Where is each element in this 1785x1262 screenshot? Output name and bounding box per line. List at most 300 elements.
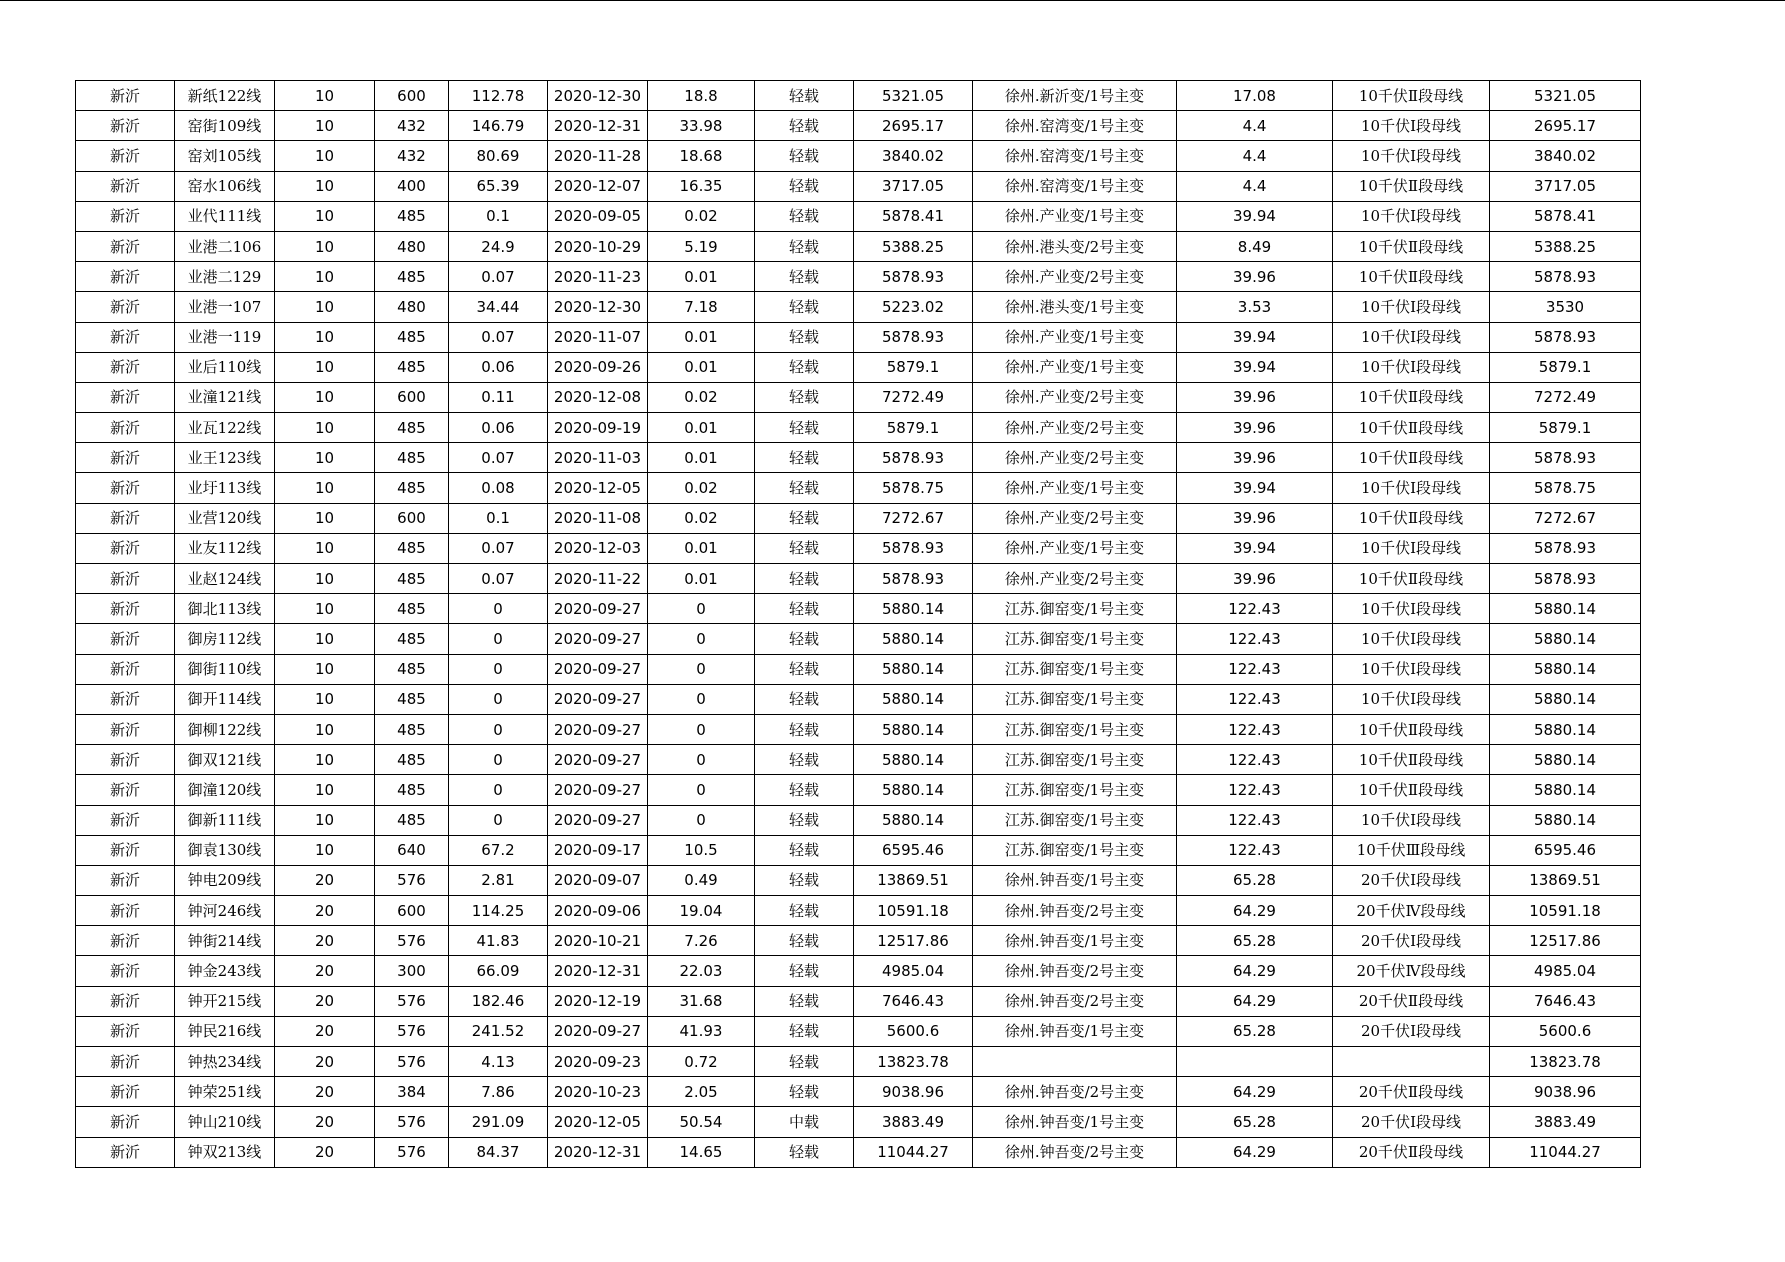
table-row xyxy=(76,413,1641,443)
load-status-cell: 轻载 xyxy=(755,231,854,261)
county-cell: 新沂 xyxy=(76,1137,175,1167)
transformer-cell: 江苏.御窑变/1号主变 xyxy=(973,775,1177,805)
max-load-cell: 0 xyxy=(449,654,548,684)
line-name-cell: 御潼120线 xyxy=(175,775,275,805)
load-status-cell: 轻载 xyxy=(755,111,854,141)
max-load-cell: 0 xyxy=(449,714,548,744)
line-name-cell: 钟金243线 xyxy=(175,956,275,986)
table-row xyxy=(76,1137,1641,1167)
load-rate-cell: 0.02 xyxy=(648,382,755,412)
voltage-cell: 10 xyxy=(275,413,375,443)
county-cell: 新沂 xyxy=(76,684,175,714)
load-rate-cell: 10.5 xyxy=(648,835,755,865)
capacity-cell: 485 xyxy=(375,654,449,684)
max-load-cell: 4.13 xyxy=(449,1047,548,1077)
voltage-cell: 10 xyxy=(275,835,375,865)
available-capacity-cell: 5880.14 xyxy=(854,745,973,775)
transformer-load-rate-cell: 64.29 xyxy=(1177,986,1333,1016)
available-capacity-cell: 5879.1 xyxy=(854,352,973,382)
capacity-cell: 485 xyxy=(375,684,449,714)
transformer-cell: 徐州.港头变/2号主变 xyxy=(973,231,1177,261)
capacity-cell: 485 xyxy=(375,533,449,563)
capacity-cell: 485 xyxy=(375,413,449,443)
available-capacity-cell: 5388.25 xyxy=(854,231,973,261)
transformer-load-rate-cell: 39.94 xyxy=(1177,352,1333,382)
max-load-cell: 146.79 xyxy=(449,111,548,141)
line-name-cell: 业王123线 xyxy=(175,443,275,473)
max-load-cell: 241.52 xyxy=(449,1016,548,1046)
load-status-cell: 轻载 xyxy=(755,443,854,473)
date-cell: 2020-09-26 xyxy=(548,352,648,382)
transformer-cell: 徐州.钟吾变/2号主变 xyxy=(973,896,1177,926)
date-cell: 2020-12-08 xyxy=(548,382,648,412)
open-capacity-cell: 5879.1 xyxy=(1490,352,1641,382)
load-status-cell: 轻载 xyxy=(755,926,854,956)
load-rate-cell: 31.68 xyxy=(648,986,755,1016)
voltage-cell: 20 xyxy=(275,1016,375,1046)
open-capacity-cell: 5321.05 xyxy=(1490,81,1641,111)
open-capacity-cell: 3840.02 xyxy=(1490,141,1641,171)
county-cell: 新沂 xyxy=(76,473,175,503)
open-capacity-cell: 5880.14 xyxy=(1490,775,1641,805)
available-capacity-cell: 2695.17 xyxy=(854,111,973,141)
transformer-cell: 徐州.新沂变/1号主变 xyxy=(973,81,1177,111)
busbar-cell: 10千伏Ⅰ段母线 xyxy=(1333,805,1490,835)
available-capacity-cell: 5880.14 xyxy=(854,775,973,805)
table-row xyxy=(76,1016,1641,1046)
max-load-cell: 0.07 xyxy=(449,564,548,594)
transformer-cell: 徐州.窑湾变/1号主变 xyxy=(973,111,1177,141)
line-name-cell: 钟荣251线 xyxy=(175,1077,275,1107)
date-cell: 2020-09-06 xyxy=(548,896,648,926)
transformer-cell: 徐州.钟吾变/1号主变 xyxy=(973,926,1177,956)
busbar-cell: 20千伏Ⅰ段母线 xyxy=(1333,1016,1490,1046)
county-cell: 新沂 xyxy=(76,594,175,624)
load-status-cell: 轻载 xyxy=(755,805,854,835)
capacity-cell: 576 xyxy=(375,986,449,1016)
line-name-cell: 钟开215线 xyxy=(175,986,275,1016)
available-capacity-cell: 5878.93 xyxy=(854,533,973,563)
transformer-load-rate-cell: 65.28 xyxy=(1177,1016,1333,1046)
open-capacity-cell: 7272.67 xyxy=(1490,503,1641,533)
transformer-load-rate-cell: 39.96 xyxy=(1177,443,1333,473)
busbar-cell: 10千伏Ⅲ段母线 xyxy=(1333,835,1490,865)
busbar-cell: 10千伏Ⅰ段母线 xyxy=(1333,654,1490,684)
open-capacity-cell: 7646.43 xyxy=(1490,986,1641,1016)
load-rate-cell: 0 xyxy=(648,805,755,835)
capacity-cell: 485 xyxy=(375,805,449,835)
load-status-cell: 轻载 xyxy=(755,322,854,352)
line-name-cell: 御新111线 xyxy=(175,805,275,835)
date-cell: 2020-12-31 xyxy=(548,956,648,986)
transformer-load-rate-cell: 65.28 xyxy=(1177,1107,1333,1137)
open-capacity-cell: 5878.75 xyxy=(1490,473,1641,503)
table-row xyxy=(76,352,1641,382)
busbar-cell: 10千伏Ⅱ段母线 xyxy=(1333,775,1490,805)
transformer-load-rate-cell: 39.94 xyxy=(1177,201,1333,231)
date-cell: 2020-11-22 xyxy=(548,564,648,594)
load-rate-cell: 7.26 xyxy=(648,926,755,956)
transformer-load-rate-cell: 122.43 xyxy=(1177,835,1333,865)
capacity-cell: 600 xyxy=(375,896,449,926)
capacity-cell: 485 xyxy=(375,262,449,292)
table-row xyxy=(76,382,1641,412)
voltage-cell: 10 xyxy=(275,684,375,714)
busbar-cell: 10千伏Ⅰ段母线 xyxy=(1333,352,1490,382)
table-row xyxy=(76,624,1641,654)
transformer-cell: 徐州.钟吾变/2号主变 xyxy=(973,986,1177,1016)
transformer-cell: 徐州.产业变/1号主变 xyxy=(973,201,1177,231)
county-cell: 新沂 xyxy=(76,986,175,1016)
load-rate-cell: 18.8 xyxy=(648,81,755,111)
county-cell: 新沂 xyxy=(76,533,175,563)
transformer-cell xyxy=(973,1047,1177,1077)
date-cell: 2020-09-23 xyxy=(548,1047,648,1077)
transformer-cell: 徐州.产业变/2号主变 xyxy=(973,564,1177,594)
busbar-cell: 10千伏Ⅱ段母线 xyxy=(1333,382,1490,412)
available-capacity-cell: 9038.96 xyxy=(854,1077,973,1107)
capacity-cell: 480 xyxy=(375,292,449,322)
transformer-load-rate-cell: 39.94 xyxy=(1177,533,1333,563)
table-row xyxy=(76,262,1641,292)
load-rate-cell: 0.02 xyxy=(648,201,755,231)
busbar-cell: 10千伏Ⅰ段母线 xyxy=(1333,111,1490,141)
table-row xyxy=(76,231,1641,261)
capacity-cell: 485 xyxy=(375,624,449,654)
load-rate-cell: 41.93 xyxy=(648,1016,755,1046)
date-cell: 2020-09-17 xyxy=(548,835,648,865)
open-capacity-cell: 5880.14 xyxy=(1490,624,1641,654)
available-capacity-cell: 5878.93 xyxy=(854,262,973,292)
capacity-cell: 485 xyxy=(375,352,449,382)
available-capacity-cell: 5878.93 xyxy=(854,443,973,473)
max-load-cell: 7.86 xyxy=(449,1077,548,1107)
table-row xyxy=(76,201,1641,231)
max-load-cell: 0 xyxy=(449,684,548,714)
busbar-cell: 10千伏Ⅰ段母线 xyxy=(1333,684,1490,714)
table-row xyxy=(76,141,1641,171)
line-name-cell: 御双121线 xyxy=(175,745,275,775)
county-cell: 新沂 xyxy=(76,262,175,292)
capacity-cell: 485 xyxy=(375,745,449,775)
transformer-cell: 徐州.产业变/1号主变 xyxy=(973,473,1177,503)
load-status-cell: 轻载 xyxy=(755,503,854,533)
max-load-cell: 66.09 xyxy=(449,956,548,986)
available-capacity-cell: 5879.1 xyxy=(854,413,973,443)
transformer-load-rate-cell: 122.43 xyxy=(1177,745,1333,775)
voltage-cell: 20 xyxy=(275,956,375,986)
busbar-cell: 10千伏Ⅰ段母线 xyxy=(1333,473,1490,503)
line-name-cell: 钟热234线 xyxy=(175,1047,275,1077)
date-cell: 2020-09-27 xyxy=(548,745,648,775)
voltage-cell: 10 xyxy=(275,262,375,292)
available-capacity-cell: 5600.6 xyxy=(854,1016,973,1046)
max-load-cell: 0 xyxy=(449,805,548,835)
load-status-cell: 轻载 xyxy=(755,81,854,111)
voltage-cell: 10 xyxy=(275,201,375,231)
available-capacity-cell: 5878.93 xyxy=(854,322,973,352)
line-name-cell: 钟民216线 xyxy=(175,1016,275,1046)
county-cell: 新沂 xyxy=(76,956,175,986)
load-status-cell: 轻载 xyxy=(755,262,854,292)
available-capacity-cell: 5878.93 xyxy=(854,564,973,594)
available-capacity-cell: 13823.78 xyxy=(854,1047,973,1077)
date-cell: 2020-09-07 xyxy=(548,865,648,895)
busbar-cell: 10千伏Ⅱ段母线 xyxy=(1333,81,1490,111)
voltage-cell: 10 xyxy=(275,714,375,744)
table-row xyxy=(76,292,1641,322)
capacity-cell: 485 xyxy=(375,775,449,805)
capacity-cell: 384 xyxy=(375,1077,449,1107)
open-capacity-cell: 5880.14 xyxy=(1490,745,1641,775)
load-status-cell: 轻载 xyxy=(755,1077,854,1107)
load-rate-cell: 0 xyxy=(648,745,755,775)
max-load-cell: 0.07 xyxy=(449,262,548,292)
county-cell: 新沂 xyxy=(76,745,175,775)
transformer-load-rate-cell: 122.43 xyxy=(1177,624,1333,654)
transformer-load-rate-cell: 122.43 xyxy=(1177,805,1333,835)
available-capacity-cell: 12517.86 xyxy=(854,926,973,956)
county-cell: 新沂 xyxy=(76,564,175,594)
load-rate-cell: 22.03 xyxy=(648,956,755,986)
busbar-cell: 10千伏Ⅰ段母线 xyxy=(1333,292,1490,322)
capacity-cell: 485 xyxy=(375,594,449,624)
max-load-cell: 24.9 xyxy=(449,231,548,261)
open-capacity-cell: 5878.93 xyxy=(1490,533,1641,563)
table-row xyxy=(76,654,1641,684)
county-cell: 新沂 xyxy=(76,1016,175,1046)
county-cell: 新沂 xyxy=(76,81,175,111)
transformer-load-rate-cell: 4.4 xyxy=(1177,111,1333,141)
line-name-cell: 窑街109线 xyxy=(175,111,275,141)
available-capacity-cell: 5880.14 xyxy=(854,714,973,744)
date-cell: 2020-11-28 xyxy=(548,141,648,171)
load-status-cell: 轻载 xyxy=(755,352,854,382)
county-cell: 新沂 xyxy=(76,413,175,443)
county-cell: 新沂 xyxy=(76,624,175,654)
open-capacity-cell: 10591.18 xyxy=(1490,896,1641,926)
line-name-cell: 业港二106 xyxy=(175,231,275,261)
table-row xyxy=(76,1047,1641,1077)
load-rate-cell: 0.01 xyxy=(648,533,755,563)
busbar-cell: 10千伏Ⅱ段母线 xyxy=(1333,564,1490,594)
available-capacity-cell: 11044.27 xyxy=(854,1137,973,1167)
transformer-load-rate-cell: 39.96 xyxy=(1177,262,1333,292)
table-row xyxy=(76,473,1641,503)
max-load-cell: 114.25 xyxy=(449,896,548,926)
max-load-cell: 34.44 xyxy=(449,292,548,322)
line-name-cell: 御北113线 xyxy=(175,594,275,624)
county-cell: 新沂 xyxy=(76,382,175,412)
table-row xyxy=(76,745,1641,775)
load-rate-cell: 0 xyxy=(648,714,755,744)
date-cell: 2020-12-05 xyxy=(548,1107,648,1137)
county-cell: 新沂 xyxy=(76,201,175,231)
open-capacity-cell: 12517.86 xyxy=(1490,926,1641,956)
load-status-cell: 轻载 xyxy=(755,413,854,443)
load-status-cell: 轻载 xyxy=(755,1016,854,1046)
busbar-cell xyxy=(1333,1047,1490,1077)
voltage-cell: 20 xyxy=(275,926,375,956)
load-status-cell: 轻载 xyxy=(755,956,854,986)
available-capacity-cell: 5880.14 xyxy=(854,594,973,624)
open-capacity-cell: 9038.96 xyxy=(1490,1077,1641,1107)
capacity-cell: 485 xyxy=(375,714,449,744)
capacity-cell: 485 xyxy=(375,322,449,352)
load-status-cell: 轻载 xyxy=(755,1137,854,1167)
open-capacity-cell: 5878.93 xyxy=(1490,443,1641,473)
line-name-cell: 钟街214线 xyxy=(175,926,275,956)
line-name-cell: 业友112线 xyxy=(175,533,275,563)
voltage-cell: 10 xyxy=(275,745,375,775)
voltage-cell: 10 xyxy=(275,81,375,111)
load-rate-cell: 18.68 xyxy=(648,141,755,171)
open-capacity-cell: 4985.04 xyxy=(1490,956,1641,986)
max-load-cell: 0.07 xyxy=(449,533,548,563)
capacity-cell: 576 xyxy=(375,926,449,956)
voltage-cell: 20 xyxy=(275,1137,375,1167)
voltage-cell: 10 xyxy=(275,654,375,684)
date-cell: 2020-09-27 xyxy=(548,805,648,835)
transformer-cell: 徐州.窑湾变/1号主变 xyxy=(973,171,1177,201)
transformer-cell: 徐州.产业变/2号主变 xyxy=(973,443,1177,473)
busbar-cell: 20千伏Ⅱ段母线 xyxy=(1333,1137,1490,1167)
busbar-cell: 10千伏Ⅱ段母线 xyxy=(1333,745,1490,775)
voltage-cell: 10 xyxy=(275,141,375,171)
date-cell: 2020-11-08 xyxy=(548,503,648,533)
load-rate-cell: 0.01 xyxy=(648,322,755,352)
max-load-cell: 0 xyxy=(449,775,548,805)
date-cell: 2020-09-27 xyxy=(548,654,648,684)
max-load-cell: 291.09 xyxy=(449,1107,548,1137)
capacity-cell: 576 xyxy=(375,1047,449,1077)
transformer-cell: 徐州.钟吾变/2号主变 xyxy=(973,1137,1177,1167)
open-capacity-cell: 5878.93 xyxy=(1490,322,1641,352)
load-rate-cell: 0 xyxy=(648,624,755,654)
load-status-cell: 轻载 xyxy=(755,896,854,926)
voltage-cell: 20 xyxy=(275,1047,375,1077)
transformer-cell: 江苏.御窑变/1号主变 xyxy=(973,594,1177,624)
date-cell: 2020-12-05 xyxy=(548,473,648,503)
county-cell: 新沂 xyxy=(76,865,175,895)
transformer-cell: 徐州.钟吾变/1号主变 xyxy=(973,865,1177,895)
transformer-load-rate-cell: 39.96 xyxy=(1177,503,1333,533)
transformer-cell: 江苏.御窑变/1号主变 xyxy=(973,835,1177,865)
transformer-cell: 徐州.产业变/1号主变 xyxy=(973,533,1177,563)
capacity-cell: 300 xyxy=(375,956,449,986)
line-name-cell: 御开114线 xyxy=(175,684,275,714)
voltage-cell: 20 xyxy=(275,865,375,895)
available-capacity-cell: 6595.46 xyxy=(854,835,973,865)
transformer-cell: 徐州.产业变/1号主变 xyxy=(973,322,1177,352)
county-cell: 新沂 xyxy=(76,1077,175,1107)
load-status-cell: 轻载 xyxy=(755,835,854,865)
capacity-cell: 485 xyxy=(375,201,449,231)
load-rate-cell: 0.02 xyxy=(648,503,755,533)
table-row xyxy=(76,594,1641,624)
table-row xyxy=(76,564,1641,594)
max-load-cell: 41.83 xyxy=(449,926,548,956)
transformer-load-rate-cell: 39.94 xyxy=(1177,473,1333,503)
county-cell: 新沂 xyxy=(76,111,175,141)
max-load-cell: 80.69 xyxy=(449,141,548,171)
date-cell: 2020-12-19 xyxy=(548,986,648,1016)
capacity-cell: 485 xyxy=(375,564,449,594)
voltage-cell: 10 xyxy=(275,624,375,654)
date-cell: 2020-09-27 xyxy=(548,775,648,805)
line-name-cell: 业潼121线 xyxy=(175,382,275,412)
line-name-cell: 钟山210线 xyxy=(175,1107,275,1137)
transformer-load-rate-cell xyxy=(1177,1047,1333,1077)
open-capacity-cell: 5878.93 xyxy=(1490,564,1641,594)
county-cell: 新沂 xyxy=(76,1107,175,1137)
available-capacity-cell: 5223.02 xyxy=(854,292,973,322)
transformer-load-rate-cell: 4.4 xyxy=(1177,141,1333,171)
line-name-cell: 钟双213线 xyxy=(175,1137,275,1167)
busbar-cell: 10千伏Ⅰ段母线 xyxy=(1333,533,1490,563)
table-row xyxy=(76,81,1641,111)
max-load-cell: 0.1 xyxy=(449,503,548,533)
max-load-cell: 0 xyxy=(449,745,548,775)
max-load-cell: 0.1 xyxy=(449,201,548,231)
load-status-cell: 轻载 xyxy=(755,865,854,895)
transformer-cell: 徐州.产业变/2号主变 xyxy=(973,262,1177,292)
load-rate-cell: 0 xyxy=(648,775,755,805)
line-name-cell: 业港一107 xyxy=(175,292,275,322)
voltage-cell: 20 xyxy=(275,1077,375,1107)
line-name-cell: 业代111线 xyxy=(175,201,275,231)
busbar-cell: 10千伏Ⅱ段母线 xyxy=(1333,171,1490,201)
date-cell: 2020-09-27 xyxy=(548,624,648,654)
table-row xyxy=(76,322,1641,352)
available-capacity-cell: 7646.43 xyxy=(854,986,973,1016)
county-cell: 新沂 xyxy=(76,171,175,201)
transformer-cell: 徐州.窑湾变/1号主变 xyxy=(973,141,1177,171)
voltage-cell: 10 xyxy=(275,775,375,805)
load-status-cell: 轻载 xyxy=(755,201,854,231)
max-load-cell: 2.81 xyxy=(449,865,548,895)
date-cell: 2020-09-27 xyxy=(548,594,648,624)
load-rate-cell: 14.65 xyxy=(648,1137,755,1167)
max-load-cell: 67.2 xyxy=(449,835,548,865)
county-cell: 新沂 xyxy=(76,231,175,261)
table-row xyxy=(76,171,1641,201)
county-cell: 新沂 xyxy=(76,503,175,533)
county-cell: 新沂 xyxy=(76,141,175,171)
transformer-load-rate-cell: 64.29 xyxy=(1177,956,1333,986)
county-cell: 新沂 xyxy=(76,835,175,865)
load-status-cell: 轻载 xyxy=(755,171,854,201)
transformer-cell: 江苏.御窑变/1号主变 xyxy=(973,745,1177,775)
date-cell: 2020-12-30 xyxy=(548,81,648,111)
load-rate-cell: 0.02 xyxy=(648,473,755,503)
open-capacity-cell: 5879.1 xyxy=(1490,413,1641,443)
transformer-load-rate-cell: 17.08 xyxy=(1177,81,1333,111)
voltage-cell: 10 xyxy=(275,382,375,412)
transformer-load-rate-cell: 4.4 xyxy=(1177,171,1333,201)
busbar-cell: 10千伏Ⅰ段母线 xyxy=(1333,141,1490,171)
available-capacity-cell: 5878.75 xyxy=(854,473,973,503)
line-name-cell: 业赵124线 xyxy=(175,564,275,594)
voltage-cell: 10 xyxy=(275,322,375,352)
load-rate-cell: 33.98 xyxy=(648,111,755,141)
table-row xyxy=(76,986,1641,1016)
feeder-load-table xyxy=(75,80,1641,1168)
county-cell: 新沂 xyxy=(76,322,175,352)
max-load-cell: 84.37 xyxy=(449,1137,548,1167)
load-status-cell: 轻载 xyxy=(755,141,854,171)
county-cell: 新沂 xyxy=(76,443,175,473)
